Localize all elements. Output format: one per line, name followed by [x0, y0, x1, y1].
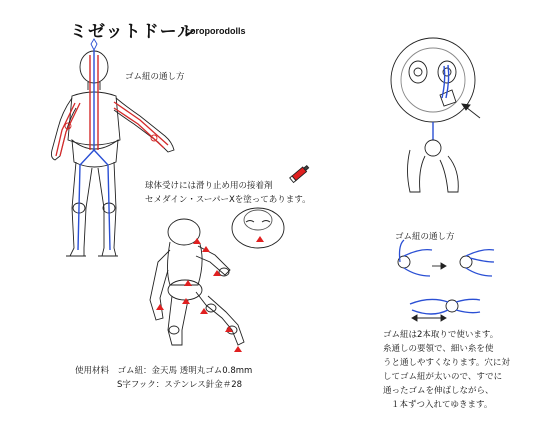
arrow-right-icon [432, 263, 446, 269]
standing-doll-figure [51, 51, 174, 256]
threading-step-1 [398, 240, 432, 276]
head-cross-section [391, 38, 475, 192]
instruction-line-6: １本ずつ入れてゆきます。 [391, 400, 493, 410]
page-title: ミゼットドール [70, 22, 196, 42]
threading-step-3 [410, 299, 480, 314]
double-arrow-icon [412, 315, 446, 321]
instruction-line-4: してゴム紐が太いので、すでに [383, 372, 503, 382]
elastic-route-label-right: ゴム紐の通し方 [395, 232, 455, 242]
materials-line-2: S字フック：ステンレス針金＃28 [117, 380, 243, 390]
page-subtitle: coroporodolls [185, 26, 246, 36]
glue-note-line1: 球体受けには滑り止め用の接着剤 [145, 181, 273, 191]
down-arrow-icon [462, 104, 480, 118]
walking-doll-figure [150, 219, 244, 345]
elastic-route-label-top: ゴム紐の通し方 [125, 72, 185, 82]
instruction-line-3: うと通しやすくなります。穴に対 [383, 358, 510, 368]
glue-note-line2: セメダイン・スーパーXを塗ってあります。 [145, 195, 311, 205]
instruction-line-2: 糸通しの要領で、細い糸を使 [383, 344, 494, 354]
instruction-line-5: 通ったゴムを伸ばしながら、 [383, 386, 494, 396]
glue-tube-icon [290, 164, 310, 182]
instruction-line-1: ゴム紐は2本取りで使います。 [383, 330, 499, 340]
threading-step-2 [460, 250, 494, 276]
glue-markers [156, 236, 264, 352]
materials-line-1: 使用材料 ゴム紐：金天馬 透明丸ゴム0.8mm [75, 366, 253, 376]
